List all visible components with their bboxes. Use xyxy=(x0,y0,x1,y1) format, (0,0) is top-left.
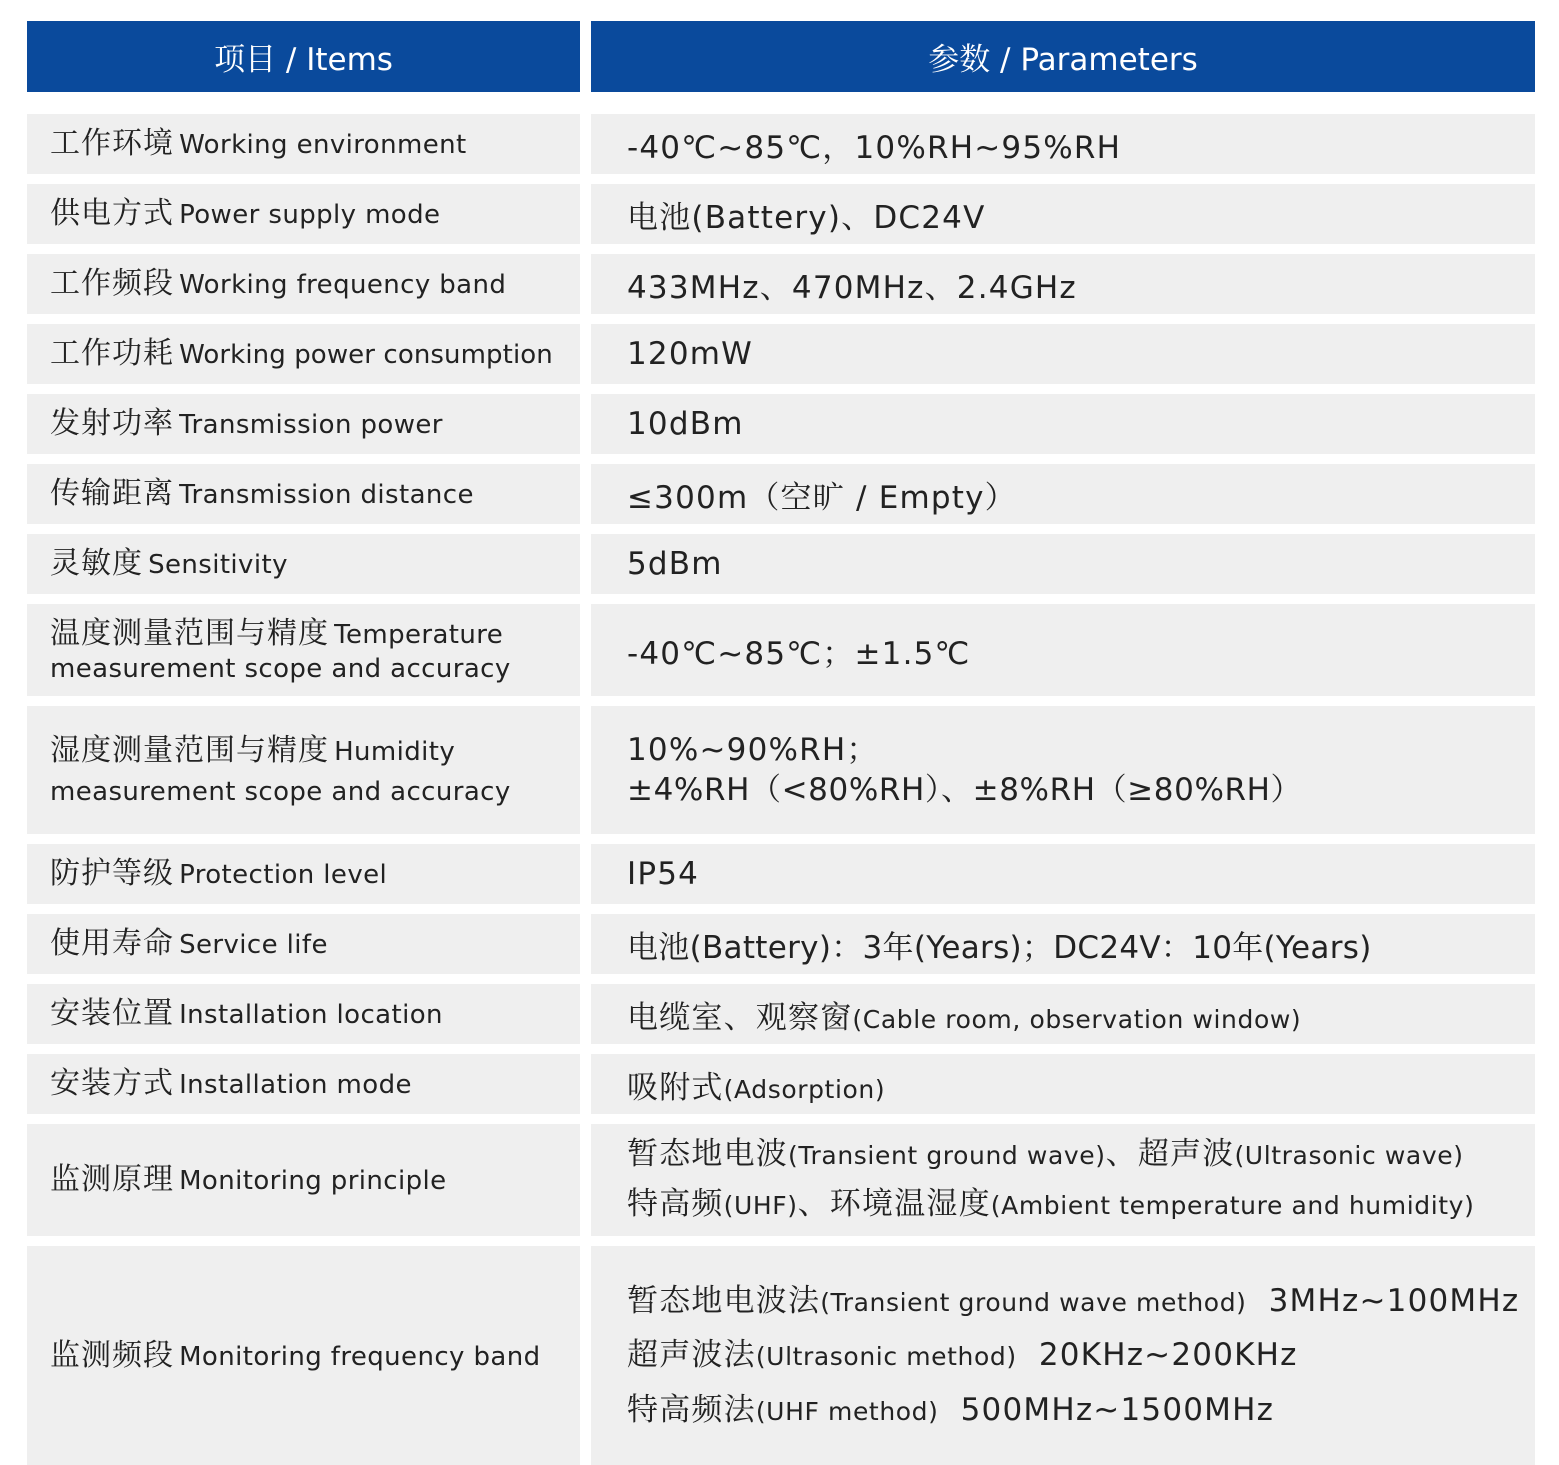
value-en: (Ultrasonic method) xyxy=(755,1342,1017,1372)
value-text: 吸附式 xyxy=(627,1069,724,1106)
row-value-power-supply-mode xyxy=(591,184,1535,244)
value-cn: 特高频 xyxy=(627,1186,724,1222)
row-label-working-environment xyxy=(27,114,580,174)
row-value-working-frequency-band xyxy=(591,254,1535,314)
row-label-humidity-scope xyxy=(27,706,580,834)
row-value-working-power-consumption xyxy=(591,324,1535,384)
value-text: 10%~90%RH； xyxy=(627,731,879,768)
row-label-temperature-scope xyxy=(27,604,580,696)
label-cn: 安装方式 xyxy=(50,1066,174,1102)
row-label-transmission-power xyxy=(27,394,580,454)
row-label-working-frequency-band xyxy=(27,254,580,314)
value-text: 5dBm xyxy=(627,546,723,582)
row-value-transmission-power xyxy=(591,394,1535,454)
row-value-service-life xyxy=(591,914,1535,974)
value-text: 电池(Battery)、DC24V xyxy=(627,199,986,236)
row-value-monitoring-frequency-band xyxy=(591,1246,1535,1465)
row-label-protection-level xyxy=(27,844,580,904)
label-en: Protection level xyxy=(179,860,388,891)
row-label-monitoring-frequency-band xyxy=(27,1246,580,1465)
value-line xyxy=(627,1328,1525,1382)
label-cn: 监测原理 xyxy=(50,1162,174,1198)
label-cn: 工作频段 xyxy=(50,266,174,302)
value-text-line2: ±4%RH（<80%RH）、±8%RH（≥80%RH） xyxy=(627,772,1303,808)
label-en: Temperature xyxy=(334,620,504,650)
label-en-line2: measurement scope and accuracy xyxy=(50,653,511,684)
value-en: (Transient ground wave) xyxy=(788,1141,1106,1171)
row-value-transmission-distance xyxy=(591,464,1535,524)
label-cn: 发射功率 xyxy=(50,406,174,442)
row-value-installation-location xyxy=(591,984,1535,1044)
row-value-protection-level xyxy=(591,844,1535,904)
label-en: Sensitivity xyxy=(148,550,288,581)
row-label-power-supply-mode xyxy=(27,184,580,244)
label-en: Installation mode xyxy=(179,1070,412,1101)
label-en: Transmission power xyxy=(179,410,443,441)
label-en: Humidity xyxy=(334,737,456,767)
value-text: -40℃~85℃，10%RH~95%RH xyxy=(627,129,1122,166)
label-cn: 防护等级 xyxy=(50,856,174,892)
value-line xyxy=(627,1383,1525,1437)
value-text-en: (Adsorption) xyxy=(723,1074,886,1104)
value-text-en: (Cable room, observation window) xyxy=(852,1004,1302,1034)
label-en: Monitoring principle xyxy=(179,1166,447,1197)
value-range: 500MHz~1500MHz xyxy=(938,1391,1275,1428)
label-en: Service life xyxy=(179,930,328,961)
value-cn: 、超声波 xyxy=(1105,1136,1235,1173)
value-text: 电池(Battery)：3年(Years)；DC24V：10年(Years) xyxy=(627,929,1372,966)
value-cn: 、环境温湿度 xyxy=(797,1186,991,1222)
label-en: Working frequency band xyxy=(179,270,507,301)
label-cn: 供电方式 xyxy=(50,196,174,232)
value-en: (UHF method) xyxy=(755,1396,939,1426)
value-cn: 超声波法 xyxy=(627,1337,756,1374)
label-cn: 监测频段 xyxy=(50,1337,174,1373)
value-en: (UHF) xyxy=(723,1191,798,1220)
row-label-installation-mode xyxy=(27,1054,580,1114)
value-line xyxy=(627,1130,1525,1180)
label-cn: 工作功耗 xyxy=(50,336,174,372)
row-value-installation-mode xyxy=(591,1054,1535,1114)
value-text: 120mW xyxy=(627,336,754,372)
label-en: Working power consumption xyxy=(179,340,553,371)
value-range: 3MHz~100MHz xyxy=(1246,1283,1520,1320)
row-value-monitoring-principle xyxy=(591,1124,1535,1236)
value-range: 20KHz~200KHz xyxy=(1016,1337,1298,1374)
row-label-sensitivity xyxy=(27,534,580,594)
label-en: Power supply mode xyxy=(179,200,441,231)
label-en: Installation location xyxy=(179,1000,443,1031)
value-en: (Transient ground wave method) xyxy=(820,1288,1247,1318)
label-cn: 工作环境 xyxy=(50,126,174,162)
label-en: Monitoring frequency band xyxy=(179,1341,541,1372)
value-en: (Ultrasonic wave) xyxy=(1234,1141,1464,1171)
label-cn: 湿度测量范围与精度 xyxy=(50,733,329,768)
row-label-working-power-consumption xyxy=(27,324,580,384)
label-cn: 灵敏度 xyxy=(50,546,143,582)
value-en: (Ambient temperature and humidity) xyxy=(990,1191,1475,1220)
row-value-sensitivity xyxy=(591,534,1535,594)
value-text: ≤300m（空旷 / Empty） xyxy=(627,479,1017,516)
row-label-monitoring-principle xyxy=(27,1124,580,1236)
label-en: Transmission distance xyxy=(179,480,474,511)
row-value-working-environment xyxy=(591,114,1535,174)
value-text: 电缆室、观察窗 xyxy=(627,999,853,1036)
label-cn: 安装位置 xyxy=(50,996,174,1032)
value-cn: 特高频法 xyxy=(627,1391,756,1428)
label-en: Working environment xyxy=(179,130,467,161)
row-label-service-life xyxy=(27,914,580,974)
header-parameters: 参数 / Parameters xyxy=(591,21,1535,92)
label-cn: 温度测量范围与精度 xyxy=(50,616,329,651)
label-cn: 传输距离 xyxy=(50,476,174,512)
value-text: -40℃~85℃；±1.5℃ xyxy=(627,635,971,672)
row-label-transmission-distance xyxy=(27,464,580,524)
header-items: 项目 / Items xyxy=(27,21,580,92)
label-en-line2: measurement scope and accuracy xyxy=(50,777,511,807)
row-value-temperature-scope xyxy=(591,604,1535,696)
label-cn: 使用寿命 xyxy=(50,926,174,962)
value-text: 10dBm xyxy=(627,406,744,442)
value-text: 433MHz、470MHz、2.4GHz xyxy=(627,269,1077,306)
value-cn: 暂态地电波法 xyxy=(627,1283,821,1320)
row-value-humidity-scope xyxy=(591,706,1535,834)
value-cn: 暂态地电波 xyxy=(627,1136,788,1173)
value-line xyxy=(627,1180,1525,1230)
value-line xyxy=(627,1274,1525,1328)
value-text: IP54 xyxy=(627,856,700,892)
row-label-installation-location xyxy=(27,984,580,1044)
